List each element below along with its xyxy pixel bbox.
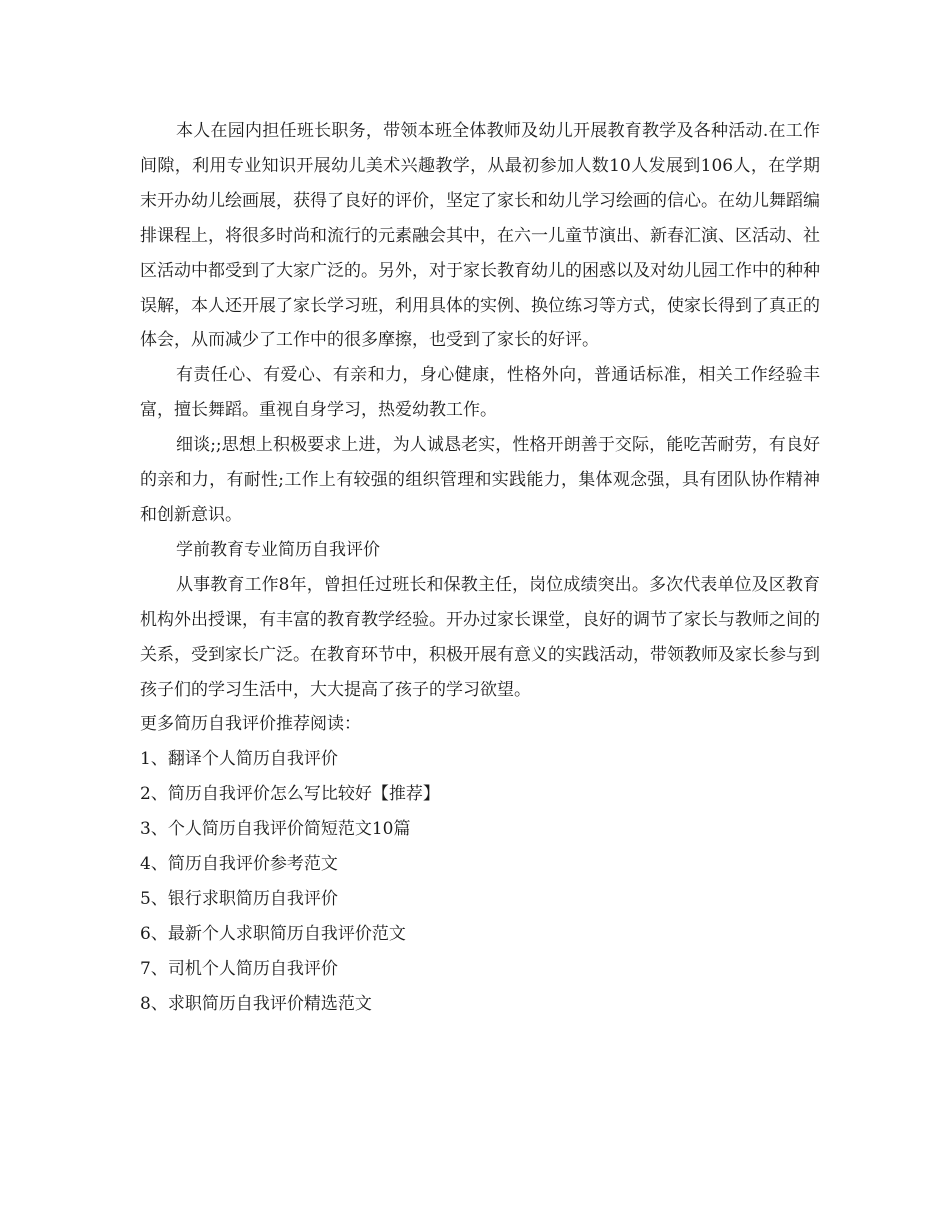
recommend-list (140, 742, 820, 1021)
recommend-link-7[interactable]: 7、司机个人简历自我评价 (140, 958, 338, 979)
document-page (140, 114, 820, 1022)
recommend-item (140, 742, 820, 777)
recommend-item (140, 882, 820, 917)
body-paragraph-3: 细谈;;思想上积极要求上进，为人诚恳老实，性格开朗善于交际，能吃苦耐劳，有良好的亲和力，有耐性;工作上有较强的组织管理和实践能力，集体观念强，具有团队协作精神和创新意识。 (140, 435, 820, 525)
recommend-item (140, 917, 820, 952)
section-paragraph: 从事教育工作8年，曾担任过班长和保教主任，岗位成绩突出。多次代表单位及区教育机构外出授课，有丰富的教育教学经验。开办过家长课堂，良好的调节了家长与教师之间的关系，受到家长广泛。在教育环节中，积极开展有意义的实践活动，带领教师及家长参与到孩子们的学习生活中，大大提高了孩子的学习欲望。 (140, 574, 820, 700)
recommend-link-2[interactable]: 2、简历自我评价怎么写比较好【推荐】 (140, 784, 440, 805)
recommend-item (140, 987, 820, 1022)
recommend-item (140, 952, 820, 987)
recommend-link-6[interactable]: 6、最新个人求职简历自我评价范文 (140, 923, 406, 944)
recommend-item (140, 812, 820, 847)
recommend-item (140, 847, 820, 882)
recommend-link-3[interactable]: 3、个人简历自我评价简短范文10篇 (140, 819, 411, 840)
body-paragraph-1: 本人在园内担任班长职务，带领本班全体教师及幼儿开展教育教学及各种活动.在工作间隙，利用专业知识开展幼儿美术兴趣教学，从最初参加人数10人发展到106人，在学期末开办幼儿绘画展，获得了良好的评价，坚定了家长和幼儿学习绘画的信心。在幼儿舞蹈编排课程上，将很多时尚和流行的元素融会其中，在六一儿童节演出、新春汇演、区活动、社区活动中都受到了大家广泛的。另外，对于家长教育幼儿的困惑以及对幼儿园工作中的种种误解，本人还开展了家长学习班，利用具体的实例、换位练习等方式，使家长得到了真正的体会，从而减少了工作中的很多摩擦，也受到了家长的好评。 (140, 121, 820, 351)
recommend-link-8[interactable]: 8、求职简历自我评价精选范文 (140, 993, 372, 1014)
body-paragraph-2: 有责任心、有爱心、有亲和力，身心健康，性格外向，普通话标准，相关工作经验丰富，擅长舞蹈。重视自身学习，热爱幼教工作。 (140, 365, 820, 421)
recommend-link-1[interactable]: 1、翻译个人简历自我评价 (140, 749, 338, 770)
section-heading: 学前教育专业简历自我评价 (176, 539, 380, 560)
recommend-item (140, 777, 820, 812)
recommend-link-5[interactable]: 5、银行求职简历自我评价 (140, 888, 338, 909)
recommend-link-4[interactable]: 4、简历自我评价参考范文 (140, 854, 338, 875)
recommend-title: 更多简历自我评价推荐阅读： (140, 714, 361, 735)
